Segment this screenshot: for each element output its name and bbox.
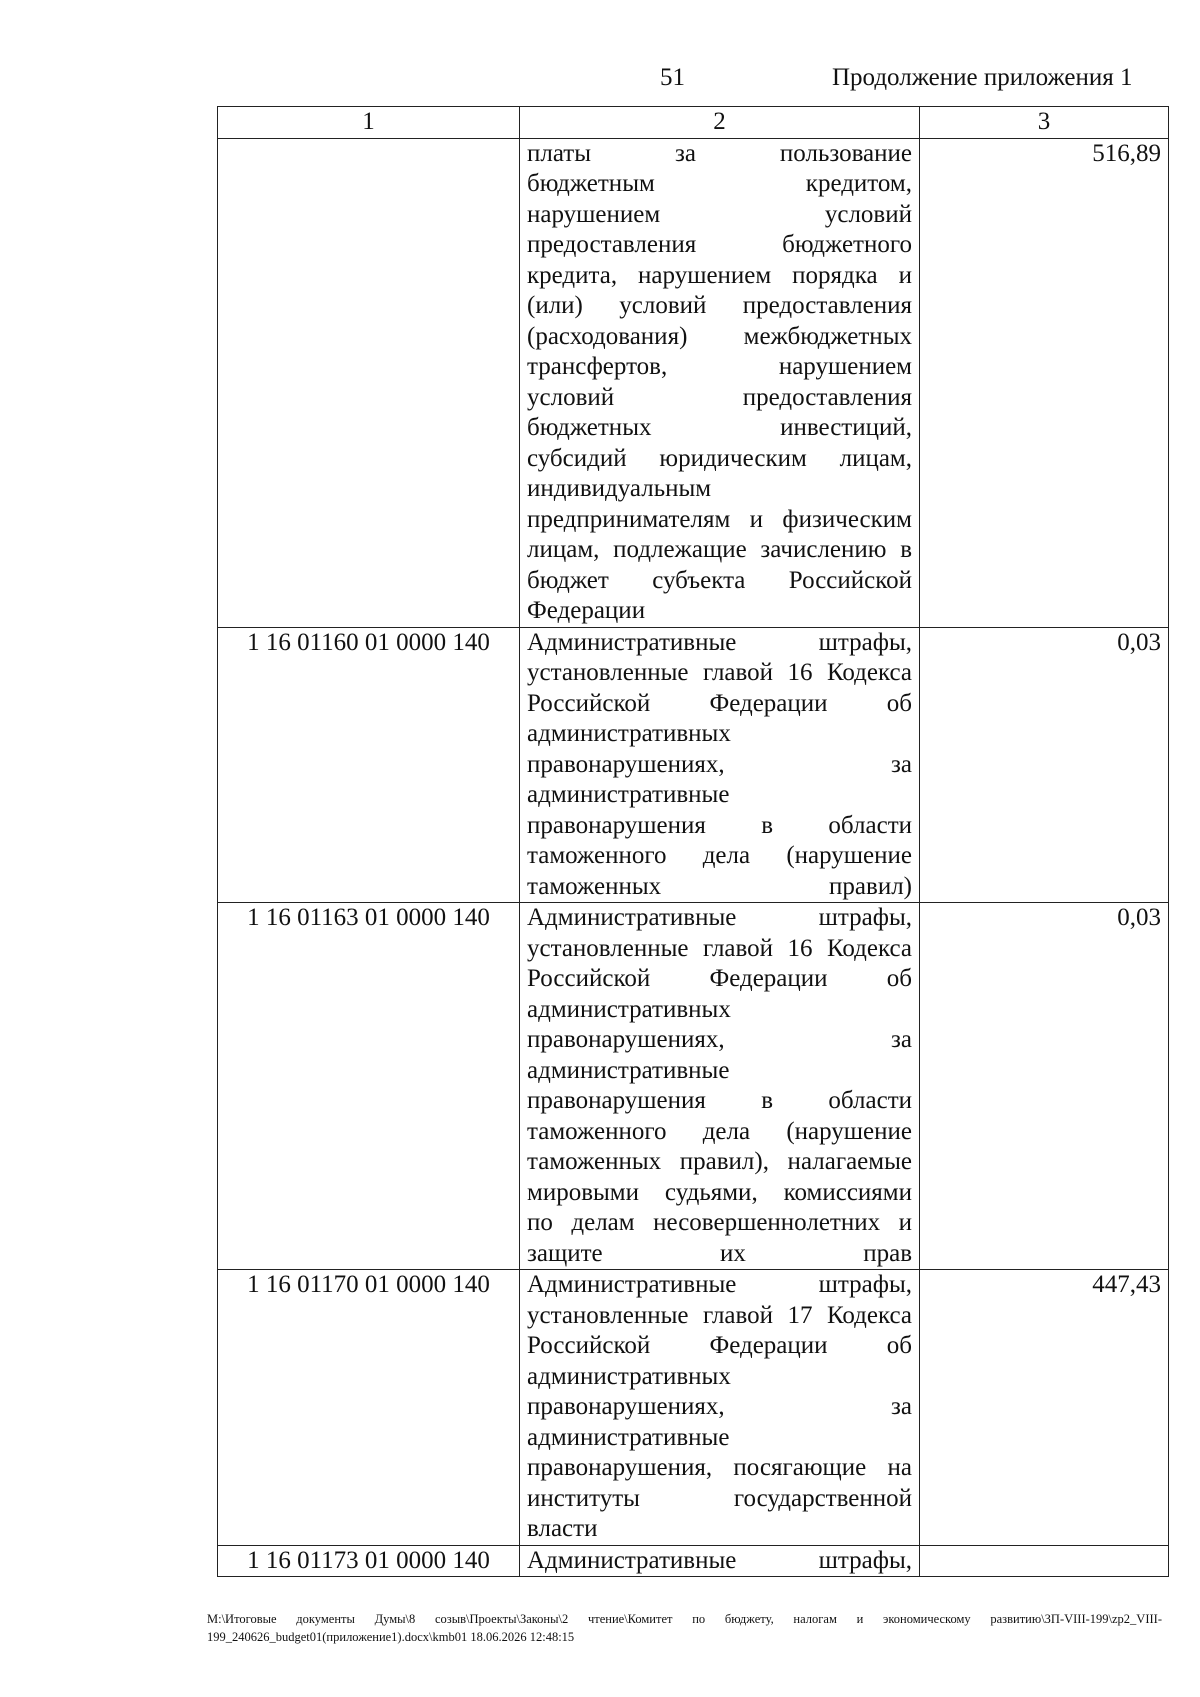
income-description — [520, 1545, 920, 1577]
description-line: правонарушения, посягающие на — [527, 1454, 912, 1481]
description-line: установленные главой 17 Кодекса — [527, 1301, 912, 1329]
description-line: установленные главой 16 Кодекса — [527, 659, 912, 686]
description-line: административных — [527, 995, 731, 1023]
amount-value — [920, 1545, 1169, 1577]
description-line: Административные штрафы, — [527, 904, 912, 931]
income-description — [520, 1270, 920, 1546]
amount-value: 0,03 — [920, 903, 1169, 1270]
description-line: мировыми судьями, комиссиями — [527, 1178, 912, 1206]
description-line: институты государственной — [527, 1484, 912, 1512]
description-line: предпринимателям и физическим — [527, 505, 912, 533]
income-description — [520, 903, 920, 1270]
table-row — [218, 627, 1169, 903]
description-line: административных — [527, 720, 731, 747]
description-line: условий предоставления — [527, 383, 912, 411]
description-line: бюджетным кредитом, — [527, 170, 912, 197]
amount-value: 447,43 — [920, 1270, 1169, 1546]
description-line: Административные штрафы, — [527, 1546, 912, 1574]
description-line: по делам несовершеннолетних и — [527, 1209, 912, 1236]
continuation-label: Продолжение приложения 1 — [832, 64, 1133, 91]
income-description — [520, 627, 920, 903]
description-line: (расходования) межбюджетных — [527, 322, 912, 350]
description-line: лицам, подлежащие зачислению в — [527, 536, 912, 563]
description-line: установленные главой 16 Кодекса — [527, 934, 912, 962]
description-line: Административные штрафы, — [527, 628, 912, 656]
description-line: трансфертов, нарушением — [527, 353, 912, 380]
description-line: правонарушения в области — [527, 1087, 912, 1114]
description-line: таможенных правил), налагаемые — [527, 1148, 912, 1175]
description-line: административные — [527, 781, 730, 808]
amount-value: 516,89 — [920, 138, 1169, 627]
income-code — [218, 138, 520, 627]
description-line: нарушением условий — [527, 200, 912, 228]
page-number: 51 — [660, 64, 685, 91]
description-line: правонарушениях, за — [527, 750, 912, 778]
description-line: таможенного дела (нарушение — [527, 1117, 912, 1145]
column-header-3: 3 — [920, 107, 1169, 139]
description-line: субсидий юридическим лицам, — [527, 444, 912, 472]
description-line: Российской Федерации об — [527, 689, 912, 717]
column-number-row — [218, 107, 1169, 139]
description-line: таможенных правил) — [527, 872, 912, 900]
description-line: правонарушения в области — [527, 811, 912, 839]
table-row — [218, 1545, 1169, 1577]
income-code: 1 16 01173 01 0000 140 — [218, 1545, 520, 1577]
income-code: 1 16 01160 01 0000 140 — [218, 627, 520, 903]
amount-value: 0,03 — [920, 627, 1169, 903]
description-line: предоставления бюджетного — [527, 231, 912, 258]
income-description — [520, 138, 920, 627]
description-line: правонарушениях, за — [527, 1393, 912, 1420]
income-code: 1 16 01163 01 0000 140 — [218, 903, 520, 1270]
income-code: 1 16 01170 01 0000 140 — [218, 1270, 520, 1546]
description-line: (или) условий предоставления — [527, 292, 912, 319]
description-line: бюджетных инвестиций, — [527, 414, 912, 441]
description-line: платы за пользование — [527, 139, 912, 167]
column-header-2: 2 — [520, 107, 920, 139]
description-line: административные — [527, 1056, 730, 1084]
description-line: защите их прав — [527, 1239, 912, 1267]
column-header-1: 1 — [218, 107, 520, 139]
description-line: административных — [527, 1362, 731, 1390]
description-line: таможенного дела (нарушение — [527, 842, 912, 869]
description-line: Российской Федерации об — [527, 965, 912, 992]
description-line: Российской Федерации об — [527, 1332, 912, 1359]
description-line: власти — [527, 1515, 598, 1542]
description-line: Административные штрафы, — [527, 1271, 912, 1298]
description-line: правонарушениях, за — [527, 1026, 912, 1053]
table-row — [218, 1270, 1169, 1546]
table-row — [218, 903, 1169, 1270]
description-line: административные — [527, 1423, 730, 1451]
budget-table — [217, 106, 1169, 1577]
file-path-footer: M:\Итоговые документы Думы\8 созыв\Проекты\Законы\2 чтение\Комитет по бюджету, налогам и экономическому развитию\ЗП-VIII-199\zp2_VIII-199_240626_budget01(приложение1).docx\kmb01 18.06.2026 12:48:15 — [207, 1612, 1162, 1644]
description-line: Федерации — [527, 597, 646, 624]
description-line: индивидуальным — [527, 475, 712, 502]
table-row — [218, 138, 1169, 627]
description-line: кредита, нарушением порядка и — [527, 261, 912, 289]
description-line: бюджет субъекта Российской — [527, 566, 912, 594]
